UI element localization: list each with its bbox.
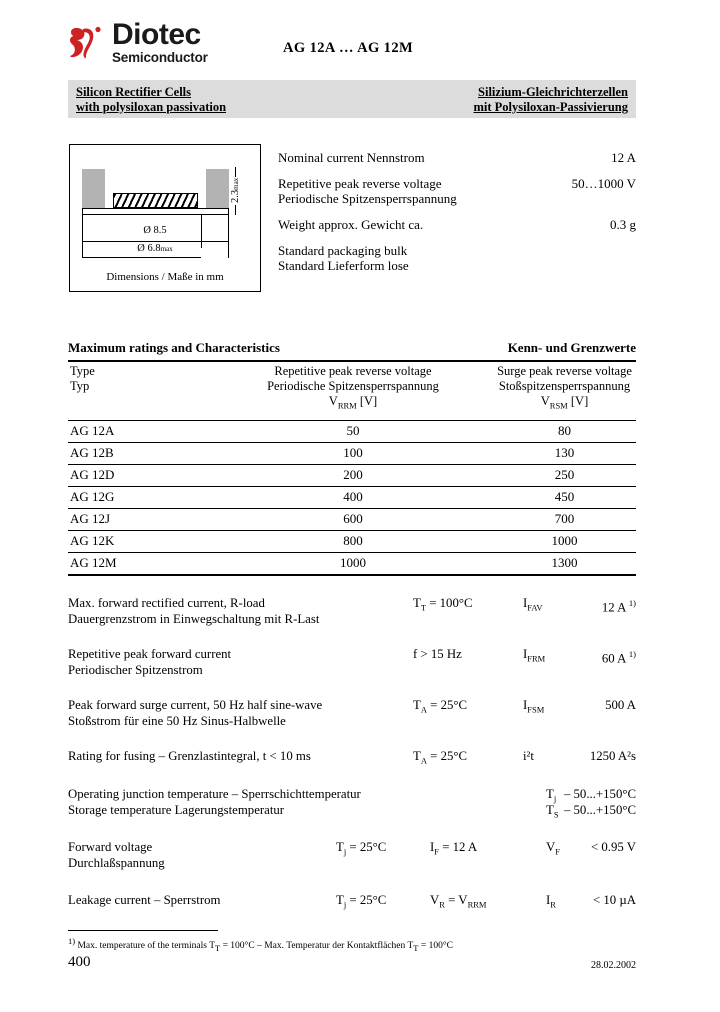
footnote-divider <box>68 930 218 931</box>
vrsm-unit: [V] <box>567 393 589 408</box>
vrrm-unit: [V] <box>356 393 378 408</box>
char-desc-en: Repetitive peak forward current <box>68 647 232 661</box>
row-type: AG 12D <box>70 467 115 483</box>
drawing-label-inner-diameter <box>82 243 228 254</box>
part-number-title: AG 12A … AG 12M <box>283 40 414 56</box>
table-row <box>68 465 636 486</box>
symbol-subscript: FSM <box>527 704 545 715</box>
row-type: AG 12K <box>70 533 115 549</box>
vrsm-subscript: RSM <box>549 400 568 411</box>
footnote-sub2: T <box>413 943 419 954</box>
ratings-header-vrrm-en: Repetitive peak reverse voltage <box>274 363 432 378</box>
temp-desc-operating: Operating junction temperature – Sperrschichttemperatur <box>68 787 361 801</box>
ratings-header-row <box>68 362 636 420</box>
banner-english-line2: with polysiloxan passivation <box>76 99 227 114</box>
ratings-header-vrsm <box>493 364 636 414</box>
cond2-rest: = 12 A <box>439 840 478 854</box>
table-row <box>68 509 636 530</box>
char-value: < 0.95 V <box>590 840 636 854</box>
drawing-label-height <box>230 178 241 203</box>
cond-rest: = 25°C <box>426 749 468 763</box>
row-vrsm: 80 <box>558 423 571 439</box>
cond-subscript: A <box>420 704 427 715</box>
ratings-header-vrsm-en: Surge peak reverse voltage <box>497 363 632 378</box>
spec-label-weight: Weight approx. Gewicht ca. <box>278 217 424 232</box>
cond-rest: = 25°C <box>346 893 387 907</box>
symbol-subscript: F <box>555 846 560 857</box>
table-row <box>68 487 636 508</box>
footnote-text <box>68 936 453 953</box>
row-vrrm: 200 <box>343 467 363 483</box>
row-type: AG 12G <box>70 489 115 505</box>
symbol-main: T <box>546 802 554 817</box>
char-value <box>602 596 636 616</box>
spec-row-nominal-current <box>278 150 636 165</box>
char-condition-voltage <box>430 893 486 913</box>
row-vrsm: 700 <box>554 511 575 527</box>
banner-english-title <box>76 85 226 114</box>
char-value: < 10 µA <box>592 893 636 907</box>
row-vrsm: 450 <box>554 489 575 505</box>
ratings-header-type-en: Type <box>70 363 95 378</box>
table-row <box>68 443 636 464</box>
char-condition <box>413 749 467 769</box>
symbol-subscript: S <box>553 809 559 820</box>
spec-row-packaging <box>278 243 636 273</box>
char-value: 1250 A²s <box>589 749 636 763</box>
table-row <box>68 531 636 552</box>
char-row-rating-for-fusing <box>68 749 636 765</box>
footnote-part1: Max. temperature of the terminals T <box>77 941 215 952</box>
drawing-base-plate <box>82 208 229 215</box>
spec-value-repetitive-voltage: 50…1000 V <box>571 176 636 191</box>
drawing-right-block <box>206 169 229 209</box>
spec-label-repetitive-voltage-en: Repetitive peak reverse voltage <box>278 176 442 191</box>
symbol-main: I <box>523 698 528 712</box>
cond-rest: = 25°C <box>346 840 387 854</box>
cond-subscript: j <box>343 846 347 857</box>
symbol-main: I <box>523 647 528 661</box>
value-footnote-marker: 1) <box>628 598 636 608</box>
char-symbol <box>546 893 556 913</box>
char-symbol <box>523 698 544 718</box>
symbol-main: I <box>546 893 551 907</box>
cond-symbol: T <box>336 893 344 907</box>
char-row-operating-storage-temperature <box>68 787 636 818</box>
drawing-height-tick-top <box>235 167 236 177</box>
char-row-forward-rectified-current <box>68 596 636 627</box>
row-vrsm: 130 <box>554 445 575 461</box>
cond2-subscript: R <box>439 899 445 910</box>
spec-row-weight <box>278 217 636 232</box>
char-condition <box>413 698 467 718</box>
banner-german-title <box>473 85 628 114</box>
footnote-part3: = 100°C <box>418 941 453 952</box>
cond-subscript: j <box>343 899 347 910</box>
drawing-left-block <box>82 169 105 209</box>
row-vrsm: 1300 <box>551 555 578 571</box>
company-name: Diotec <box>112 18 201 51</box>
char-symbol <box>523 596 543 616</box>
row-vrrm: 1000 <box>340 555 366 571</box>
spec-label-packaging-de: Standard Lieferform lose <box>278 258 409 273</box>
temp-value-junction: – 50...+150°C <box>563 787 636 801</box>
row-type: AG 12M <box>70 555 117 571</box>
cond-rest: = 100°C <box>426 596 473 610</box>
cond2-subscript: F <box>434 846 439 857</box>
cond-subscript: A <box>420 755 427 766</box>
temp-desc-storage: Storage temperature Lagerungstemperatur <box>68 802 285 817</box>
ratings-title-english: Maximum ratings and Characteristics <box>68 340 280 355</box>
symbol-main: T <box>546 787 554 801</box>
banner-english-line1: Silicon Rectifier Cells <box>76 85 192 99</box>
drawing-height-tick-bottom <box>235 205 236 215</box>
cond-symbol: T <box>413 596 421 610</box>
cond2-symbol: V <box>430 893 440 907</box>
footnote-marker: 1) <box>68 936 76 946</box>
char-desc-en: Forward voltage <box>68 840 153 854</box>
package-dimension-drawing <box>69 144 261 292</box>
footnote-sub1: T <box>215 943 221 954</box>
banner-german-line1: Silizium-Gleichrichterzellen <box>478 85 628 99</box>
table-row <box>68 553 636 574</box>
row-vrrm: 100 <box>343 445 363 461</box>
char-desc-de: Periodischer Spitzenstrom <box>68 662 203 677</box>
page-number: 400 <box>68 954 91 970</box>
document-date: 28.02.2002 <box>591 960 636 971</box>
row-type: AG 12B <box>70 445 114 461</box>
cond-subscript: T <box>420 602 427 613</box>
ratings-header-vrsm-de: Stoßspitzensperrspannung <box>498 378 631 393</box>
cond-rest: > 15 Hz <box>417 647 462 661</box>
value-main: 12 A <box>601 600 626 615</box>
ratings-rule-bottom <box>68 574 636 576</box>
company-name-block <box>112 20 208 65</box>
spec-row-repetitive-voltage <box>278 176 636 206</box>
char-value: 500 A <box>605 698 636 712</box>
drawing-dim-line-inner <box>82 257 201 258</box>
ratings-header-type <box>70 364 95 394</box>
value-footnote-marker: 1) <box>628 649 636 659</box>
char-row-peak-forward-surge-current <box>68 698 636 729</box>
spec-label-packaging-en: Standard packaging bulk <box>278 243 408 258</box>
ratings-title-german: Kenn- und Grenzwerte <box>507 340 636 355</box>
product-title-banner <box>68 80 636 118</box>
drawing-height-suffix: max <box>232 177 240 190</box>
value-main: 60 A <box>601 651 626 666</box>
cond-symbol: T <box>336 840 344 854</box>
char-condition-temperature <box>336 893 386 913</box>
company-subtitle: Semiconductor <box>112 50 208 65</box>
vrsm-symbol: V <box>540 393 550 408</box>
char-condition <box>413 647 462 663</box>
vrrm-symbol: V <box>328 393 338 408</box>
char-desc-de: Stoßstrom für eine 50 Hz Sinus-Halbwelle <box>68 713 286 728</box>
char-desc-en: Peak forward surge current, 50 Hz half sine-wave <box>68 698 323 712</box>
drawing-label-outer-diameter: Ø 8.5 <box>143 225 167 236</box>
drawing-caption: Dimensions / Maße in mm <box>106 271 224 283</box>
char-row-forward-voltage <box>68 840 636 871</box>
row-vrsm: 1000 <box>551 533 578 549</box>
drawing-height-value: 2.3 <box>230 189 241 203</box>
row-type: AG 12J <box>70 511 111 527</box>
symbol-main: I <box>523 596 528 610</box>
char-value <box>602 647 636 667</box>
char-desc-de: Dauergrenzstrom in Einwegschaltung mit R-Last <box>68 611 320 626</box>
cond2-rest: = V <box>444 893 468 907</box>
row-vrrm: 800 <box>343 533 363 549</box>
char-desc-en: Leakage current – Sperrstrom <box>68 893 221 907</box>
ratings-header-vrrm <box>218 364 488 414</box>
cond-symbol: f <box>413 647 418 661</box>
cond2-subscript-2: RRM <box>467 899 487 910</box>
char-condition-current <box>430 840 477 860</box>
diotec-mark-icon <box>68 24 104 64</box>
cond-rest: = 25°C <box>426 698 468 712</box>
temp-symbol-storage <box>546 803 559 823</box>
cond-symbol: T <box>413 698 421 712</box>
spec-value-weight: 0.3 g <box>610 217 636 232</box>
char-row-leakage-current <box>68 893 636 909</box>
spec-label-nominal-current: Nominal current Nennstrom <box>278 150 425 165</box>
char-desc-en: Rating for fusing – Grenzlastintegral, t < 10 ms <box>68 749 311 763</box>
banner-german-line2: mit Polysiloxan-Passivierung <box>473 99 628 114</box>
char-symbol <box>523 647 545 667</box>
drawing-hatched-die <box>113 193 198 208</box>
ratings-header-vrrm-symbol <box>218 394 488 414</box>
summary-spec-list <box>278 150 636 284</box>
characteristics-list <box>68 596 636 923</box>
row-type: AG 12A <box>70 423 115 439</box>
symbol-subscript: j <box>553 793 557 804</box>
char-symbol: i²t <box>523 749 534 763</box>
vrrm-subscript: RRM <box>337 400 357 411</box>
cond2-symbol: I <box>430 840 435 854</box>
cond-symbol: T <box>413 749 421 763</box>
ratings-header-vrsm-symbol <box>493 394 636 414</box>
char-condition-temperature <box>336 840 386 860</box>
ratings-header-vrrm-de: Periodische Spitzensperrspannung <box>267 378 439 393</box>
drawing-extension-line-right <box>228 215 229 258</box>
ratings-table-title <box>68 340 636 360</box>
temp-value-storage: – 50...+150°C <box>563 802 636 817</box>
drawing-inner-diameter-value: Ø 6.8 <box>137 243 161 254</box>
symbol-subscript: FRM <box>527 653 546 664</box>
symbol-subscript: FAV <box>527 602 543 613</box>
row-vrrm: 50 <box>346 423 360 439</box>
table-row <box>68 421 636 442</box>
char-symbol <box>546 840 560 860</box>
spec-label-repetitive-voltage-de: Periodische Spitzensperrspannung <box>278 191 457 206</box>
char-desc-de: Durchlaßspannung <box>68 855 165 870</box>
maximum-ratings-table <box>68 340 636 576</box>
company-logo <box>68 18 298 68</box>
ratings-header-type-de: Typ <box>70 378 90 393</box>
drawing-dim-line-outer <box>82 241 228 242</box>
char-desc-en: Max. forward rectified current, R-load <box>68 596 265 610</box>
footnote-part2: = 100°C – Max. Temperatur der Kontaktflächen T <box>220 941 414 952</box>
drawing-inner-diameter-suffix: max <box>160 245 173 253</box>
spec-value-nominal-current: 12 A <box>611 150 636 165</box>
row-vrrm: 400 <box>343 489 363 505</box>
char-condition <box>413 596 473 616</box>
row-vrsm: 250 <box>554 467 575 483</box>
symbol-main: V <box>546 840 556 854</box>
symbol-subscript: R <box>550 899 556 910</box>
char-row-repetitive-peak-forward-current <box>68 647 636 678</box>
row-vrrm: 600 <box>343 511 363 527</box>
